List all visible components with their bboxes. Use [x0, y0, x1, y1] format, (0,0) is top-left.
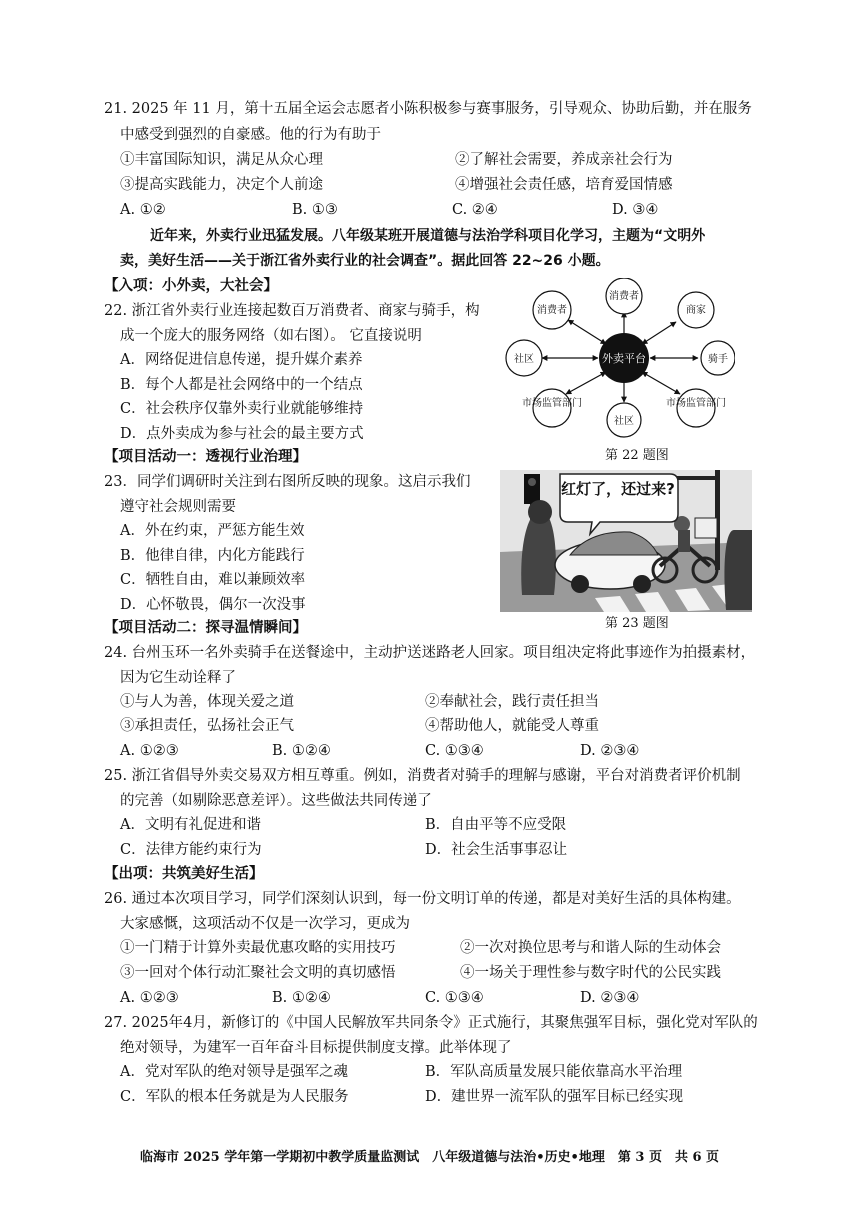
q23-option-d: D．心怀敬畏，偶尔一次没事 [120, 597, 306, 613]
q21-statement-1: ①丰富国际知识，满足从众心理 [120, 152, 323, 168]
diagram-label-market-left [522, 396, 582, 409]
network-diagram [500, 278, 735, 438]
q26-option-b: B. ①②④ [272, 990, 331, 1006]
diagram-label: 骑手 [708, 354, 728, 365]
q26-statement-4: ④一场关于理性参与数字时代的公民实践 [460, 965, 721, 981]
q24-option-d: D. ②③④ [580, 743, 640, 759]
q25-option-d: D．社会生活事事忍让 [425, 842, 568, 858]
q26-statement-2: ②一次对换位思考与和谐人际的生动体会 [460, 940, 721, 956]
q27-stem: 绝对领导，为建军一百年奋斗目标提供制度支撑。此举体现了 [120, 1040, 512, 1056]
q24-stem: 24. 台州玉环一名外卖骑手在送餐途中，主动护送迷路老人回家。项目组决定将此事迹作为拍摄素材， [104, 645, 756, 661]
q27-option-a: A．党对军队的绝对领导是强军之魂 [120, 1064, 348, 1080]
figure-caption: 第 23 题图 [605, 616, 669, 631]
diagram-label-market-right [666, 396, 726, 409]
diagram-label: 消费者 [609, 291, 639, 302]
q21-statement-4: ④增强社会责任感，培育爱国情感 [455, 177, 673, 193]
diagram-center-label: 外卖平台 [602, 352, 646, 365]
speech-bubble-text [561, 480, 675, 499]
q26-stem: 大家感慨，这项活动不仅是一次学习，更成为 [120, 916, 410, 932]
diagram-label: 市场监管部门 [666, 398, 726, 409]
q21-option-d: D. ③④ [612, 202, 659, 218]
q25-option-b: B．自由平等不应受限 [425, 817, 567, 833]
q26-option-a: A. ①②③ [120, 990, 179, 1006]
q26-statement-1: ①一门精于计算外卖最优惠攻略的实用技巧 [120, 940, 396, 956]
speech-bubble-line: 红灯了，还过来? [561, 480, 675, 498]
section-heading: 【出项：共筑美好生活】 [104, 865, 264, 882]
q27-option-c: C．军队的根本任务就是为人民服务 [120, 1089, 349, 1105]
scenario-intro: 近年来，外卖行业迅猛发展。八年级某班开展道德与法治学科项目化学习，主题为“文明外 [150, 228, 706, 244]
q21-option-c: C. ②④ [452, 202, 498, 218]
q24-stem: 因为它生动诠释了 [120, 670, 236, 686]
q22-option-a: A．网络促进信息传递，提升媒介素养 [120, 352, 363, 368]
diagram-label: 市场监管部门 [522, 398, 582, 409]
q25-stem: 的完善（如剔除恶意差评）。这些做法共同传递了 [120, 793, 432, 809]
q24-statement-1: ①与人为善，体现关爱之道 [120, 694, 294, 710]
diagram-label: 社区 [614, 416, 634, 427]
diagram-label: 社区 [514, 354, 534, 365]
q24-option-c: C. ①③④ [425, 743, 484, 759]
page-footer: 临海市 2025 学年第一学期初中教学质量监测试 八年级道德与法治•历史•地理 第 3 页 共 6 页 [140, 1150, 720, 1165]
q23-stem: 23．同学们调研时关注到右图所反映的现象。这启示我们 [104, 474, 471, 490]
q26-stem: 26. 通过本次项目学习，同学们深刻认识到，每一份文明订单的传递，都是对美好生活的具体构建。 [104, 891, 741, 907]
traffic-illustration [500, 470, 752, 612]
q23-option-a: A．外在约束，严惩方能生效 [120, 523, 305, 539]
section-heading: 【项目活动二：探寻温情瞬间】 [104, 619, 307, 636]
q22-stem: 成一个庞大的服务网络（如右图）。 它直接说明 [120, 328, 422, 344]
q24-option-a: A. ①②③ [120, 743, 179, 759]
q24-option-b: B. ①②④ [272, 743, 331, 759]
q25-option-c: C．法律方能约束行为 [120, 842, 262, 858]
q21-statement-2: ②了解社会需要，养成亲社会行为 [455, 152, 673, 168]
q21-statement-3: ③提高实践能力，决定个人前途 [120, 177, 323, 193]
figure-caption: 第 22 题图 [605, 448, 669, 463]
q22-stem: 22. 浙江省外卖行业连接起数百万消费者、商家与骑手，构 [104, 303, 480, 319]
q23-option-b: B．他律自律，内化方能践行 [120, 548, 305, 564]
q27-option-b: B．军队高质量发展只能依靠高水平治理 [425, 1064, 683, 1080]
q24-statement-4: ④帮助他人，就能受人尊重 [425, 718, 599, 734]
q27-option-d: D．建世界一流军队的强军目标已经实现 [425, 1089, 684, 1105]
q27-stem: 27. 2025年4月，新修订的《中国人民解放军共同条令》正式施行，其聚焦强军目标，强化党对军队的 [104, 1015, 758, 1031]
q23-stem: 遵守社会规则需要 [120, 499, 236, 515]
q22-option-b: B．每个人都是社会网络中的一个结点 [120, 377, 363, 393]
q21-option-a: A. ①② [120, 202, 166, 218]
q24-statement-2: ②奉献社会，践行责任担当 [425, 694, 599, 710]
q26-option-c: C. ①③④ [425, 990, 484, 1006]
section-heading: 【项目活动一：透视行业治理】 [104, 448, 307, 465]
diagram-label: 商家 [686, 305, 706, 316]
q23-option-c: C．牺牲自由，难以兼顾效率 [120, 572, 306, 588]
q22-option-c: C．社会秩序仅靠外卖行业就能够维持 [120, 401, 364, 417]
q26-statement-3: ③一回对个体行动汇聚社会文明的真切感悟 [120, 965, 396, 981]
q21-option-b: B. ①③ [292, 202, 338, 218]
q25-option-a: A．文明有礼促进和谐 [120, 817, 261, 833]
q22-option-d: D．点外卖成为参与社会的最主要方式 [120, 426, 364, 442]
diagram-label: 消费者 [537, 305, 567, 316]
section-heading: 【入项：小外卖，大社会】 [104, 277, 278, 294]
q21-stem: 中感受到强烈的自豪感。他的行为有助于 [120, 127, 381, 143]
q21-stem: 21. 2025 年 11 月，第十五届全运会志愿者小陈积极参与赛事服务，引导观众、协助后勤，并在服务 [104, 101, 752, 117]
q24-statement-3: ③承担责任，弘扬社会正气 [120, 718, 294, 734]
q25-stem: 25. 浙江省倡导外卖交易双方相互尊重。例如，消费者对骑手的理解与感谢，平台对消费者评价机制 [104, 768, 741, 784]
scenario-intro: 卖，美好生活——关于浙江省外卖行业的社会调查”。据此回答 22~26 小题。 [120, 253, 610, 269]
q26-option-d: D. ②③④ [580, 990, 640, 1006]
